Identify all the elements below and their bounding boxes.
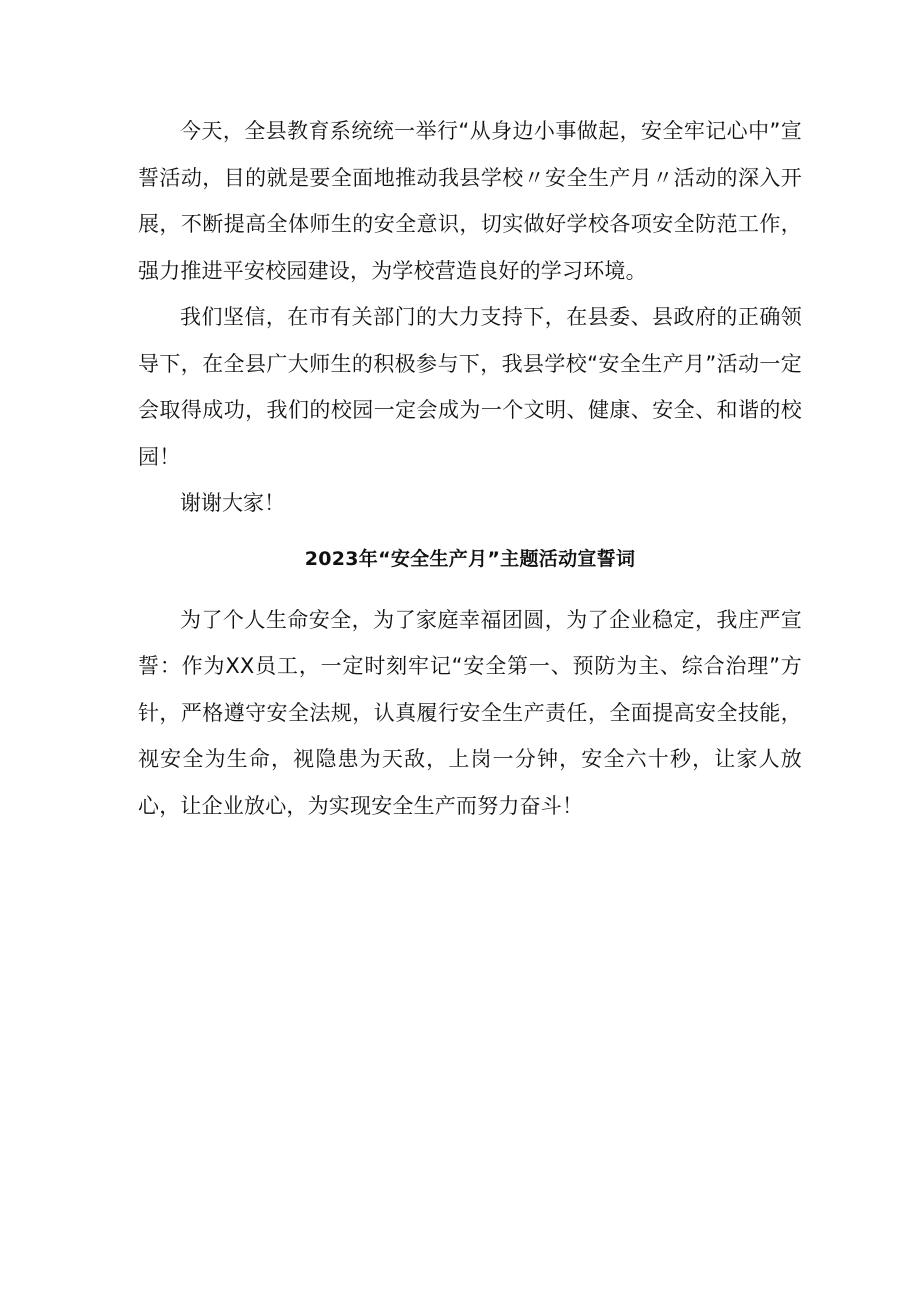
paragraph-pledge: 为了个人生命安全，为了家庭幸福团圆，为了企业稳定，我庄严宣誓：作为XX员工，一定时刻牢记“安全第一、预防为主、综合治理”方针，严格遵守安全法规，认真履行安全生产责任，全面提高安全技能，视安全为生命，视隐患为天敌，上岗一分钟，安全六十秒，让家人放心，让企业放心，为实现安全生产而努力奋斗！ [138,607,802,818]
paragraph-belief: 我们坚信，在市有关部门的大力支持下，在县委、县政府的正确领导下，在全县广大师生的积极参与下，我县学校“安全生产月”活动一定会取得成功，我们的校园一定会成为一个文明、健康、安全、和谐的校园！ [138,305,802,469]
document-body [138,108,802,829]
closing-thanks: 谢谢大家！ [180,491,285,515]
section-heading: 2023年“安全生产月”主题活动宣誓词 [304,547,636,570]
paragraph-intro: 今天，全县教育系统统一举行“从身边小事做起，安全牢记心中”宣誓活动，目的就是要全面地推动我县学校〃安全生产月〃活动的深入开展，不断提高全体师生的安全意识，切实做好学校各项安全防范工作，强力推进平安校园建设，为学校营造良好的学习环境。 [138,119,802,283]
